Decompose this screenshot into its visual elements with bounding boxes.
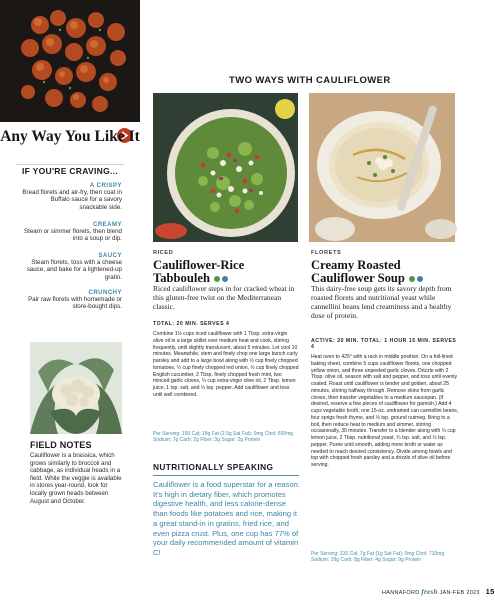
footer-brand: fresh	[421, 588, 438, 596]
craving-item-title: CREAMY	[92, 222, 122, 228]
nutrition-box-text: Cauliflower is a food superstar for a reason: It's high in dietary fiber, which promotes digestive health, and less calorie-dense than foods like potatoes and rice, making it a great stand-in in gratins, fried rice, and even pizza crust. Plus, one cup has 77% of your daily recommended amount of vitamin C!	[153, 480, 300, 557]
recipe-nutrition: Per Serving: 230 Cal; 7g Fat (1g Sat Fat); 0mg Chol; 710mg Sodium; 29g Carb; 8g Fiber; 4g Sugar; 9g Protein	[311, 551, 445, 564]
tabbouleh-photo	[153, 93, 298, 242]
sidebar-headline: Any Way You Like It	[0, 128, 140, 145]
recipe-title-text: Creamy Roasted Cauliflower Soup	[311, 258, 405, 285]
craving-item-text: Bread florets and air-fry, then coat in Buffalo sauce for a savory snackable side.	[22, 189, 122, 211]
craving-heading: IF YOU'RE CRAVING...	[21, 166, 119, 176]
recipe-kicker: RICED	[153, 250, 174, 256]
vegan-badge-icon	[214, 276, 220, 282]
footer-issue: JAN-FEB 2023	[439, 590, 480, 596]
recipe-meta: TOTAL: 20 MIN. SERVES 4	[153, 321, 230, 327]
craving-item-title: SAUCY	[98, 253, 122, 259]
footer-publisher: HANNAFORD	[382, 590, 420, 596]
recipe-title	[153, 259, 298, 284]
field-notes-text: Cauliflower is a brassica, which grows similarly to broccoli and cabbage, as individual heads in a field. While the veggie is available in stores year-round, look for locally grown heads between August and October.	[30, 452, 122, 505]
craving-item-title: A CRISPY	[89, 183, 122, 189]
divider	[153, 475, 299, 476]
craving-item	[22, 183, 122, 211]
page-title: TWO WAYS WITH CAULIFLOWER	[229, 75, 391, 86]
page-number: 15	[485, 587, 495, 596]
soup-photo	[309, 93, 455, 242]
page-footer	[382, 587, 495, 596]
recipe-meta: ACTIVE: 20 MIN. TOTAL: 1 HOUR 15 MIN. SERVES 4	[311, 338, 457, 350]
nutrition-box-title: NUTRITIONALLY SPEAKING	[153, 462, 274, 472]
recipe-kicker: FLORETS	[311, 250, 342, 256]
recipe-intro: This dairy-free soup gets its savory depth from roasted florets and nutritional yeast while cannellini beans lend creaminess and a healthy dose of protein.	[311, 284, 452, 320]
craving-item	[22, 253, 122, 281]
gluten-free-badge-icon	[222, 276, 228, 282]
craving-item-text: Pair raw florets with homemade or store-bought dips.	[28, 296, 122, 311]
recipe-title-text: Cauliflower-Rice Tabbouleh	[153, 258, 245, 285]
craving-item-text: Steam florets, toss with a cheese sauce, and bake for a lightened-up gratin.	[26, 259, 122, 281]
diet-badges	[409, 276, 423, 282]
field-notes-title: FIELD NOTES	[30, 440, 92, 450]
craving-item	[22, 222, 122, 243]
craving-item-title: CRUNCHY	[88, 290, 122, 296]
divider	[16, 164, 124, 165]
craving-item	[22, 290, 122, 311]
left-sidebar	[0, 0, 140, 600]
recipe-intro: Riced cauliflower steps in for cracked wheat in this gluten-free twist on the Mediterranean classic.	[153, 284, 295, 311]
cauliflower-field-photo	[30, 342, 122, 434]
recipe-instructions: Combine 1½ cups riced cauliflower with 1 Tbsp. extra-virgin olive oil in a large skillet over medium heat and cook, stirring frequently, until slightly translucent, about 5 minutes. Let cool 10 minutes. Meanwhile, stem and finely chop one large bunch curly parsley and add to a large bowl along with ½ cup finely chopped tomatoes, ½ cup finely chopped red onion, ½ cup finely chopped English cucumber, 2 Tbsp. finely chopped fresh mint, two minced garlic cloves, ¼ cup extra-virgin olive oil, 2 Tbsp. lemon juice, 1 tsp. salt, and ½ tsp. pepper. Add cauliflower and toss until well combined.	[153, 331, 299, 398]
diet-badges	[214, 276, 228, 282]
buffalo-cauliflower-photo	[0, 0, 140, 122]
vegan-badge-icon	[409, 276, 415, 282]
gluten-free-badge-icon	[417, 276, 423, 282]
recipe-instructions: Heat oven to 425° with a rack in middle position. On a foil-lined baking sheet, combine 5 cups cauliflower florets, one chopped yellow onion, and three unpeeled garlic cloves. Drizzle with 2 Tbsp. olive oil, season with salt and pepper, and toss until evenly coated. Roast until cauliflower is tender and golden, about 25 minutes, stirring halfway through. Remove skins from garlic cloves, then transfer vegetables to a medium saucepan. (If desired, reserve a few pieces of cauliflower for garnish.) Add 4 cups vegetable broth, one 15-oz. undrained can cannellini beans, four sprigs fresh thyme, and ⅛ tsp. ground nutmeg. Bring to a boil, then reduce heat to medium and simmer, stirring occasionally, 30 minutes. Transfer to a blender along with ¼ cup lemon juice, 2 Tbsp. nutritional yeast, ¾ tsp. salt, and ½ tsp. pepper. Purée until smooth, adding more broth or water as needed to reach desired consistency. Divide among bowls and top with chopped fresh parsley and a drizzle of olive oil before serving.	[311, 354, 459, 468]
recipe-nutrition: Per Serving: 190 Cal; 18g Fat (2.5g Sat Fat); 0mg Chol; 600mg Sodium; 7g Carb; 2g Fiber; 3g Sugar; 2g Protein	[153, 431, 294, 444]
recipe-title	[311, 259, 461, 284]
craving-item-text: Steam or simmer florets, then blend into a soup or dip.	[23, 228, 122, 243]
